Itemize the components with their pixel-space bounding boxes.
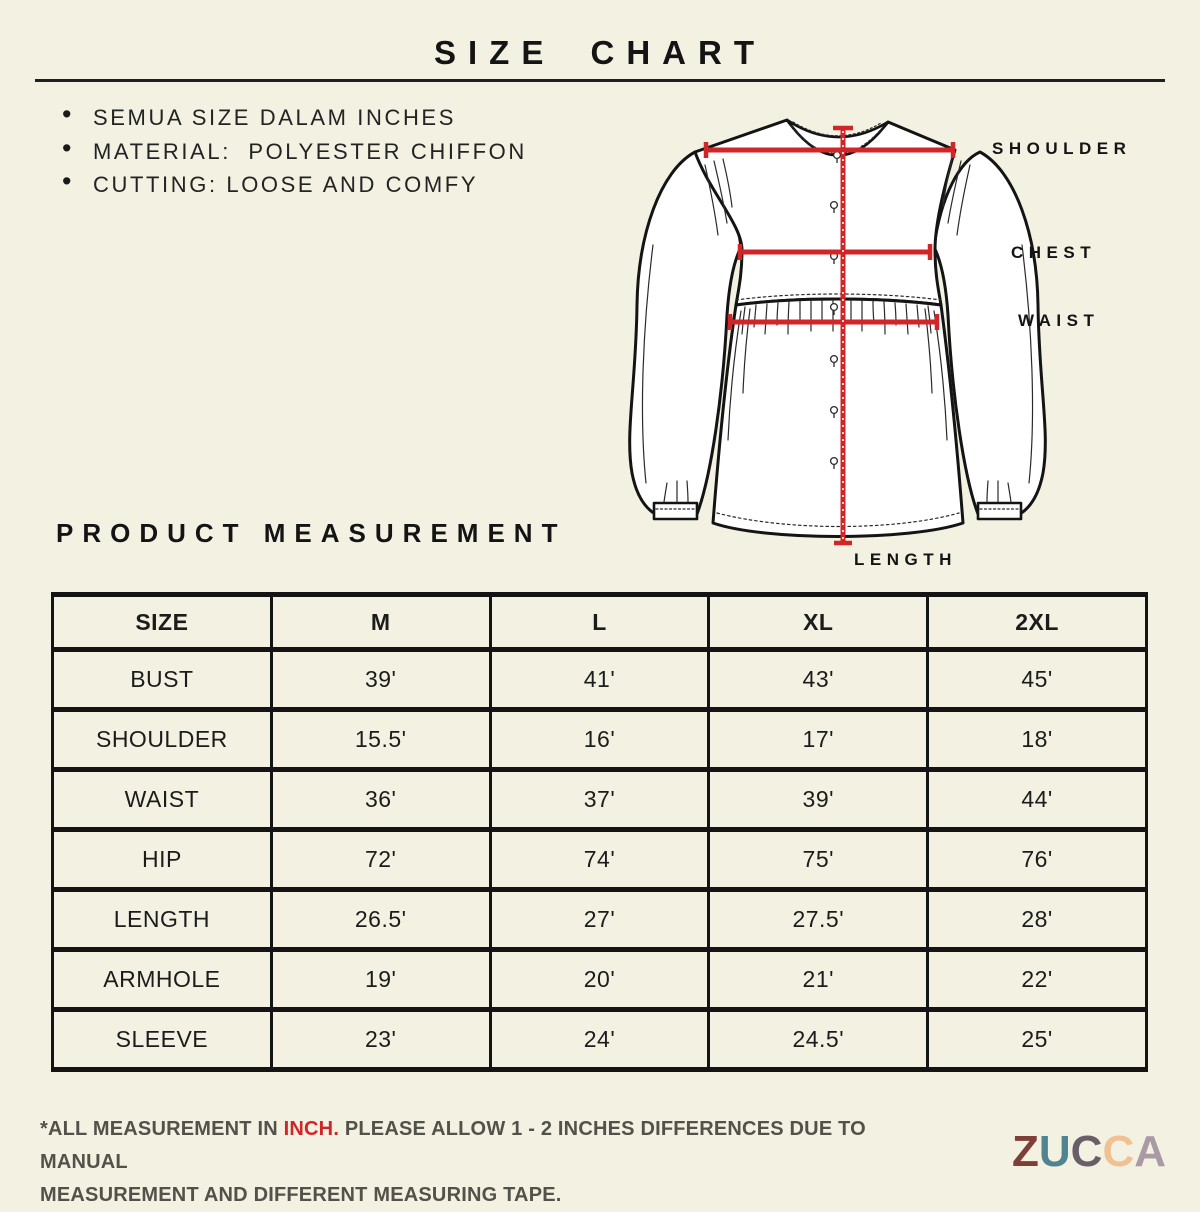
note-text: MATERIAL: POLYESTER CHIFFON <box>93 138 527 164</box>
measurement-cell: 16' <box>490 710 709 770</box>
right-cuff <box>978 503 1021 519</box>
row-label: ARMHOLE <box>53 950 272 1010</box>
note-item <box>62 101 527 135</box>
left-cuff <box>654 503 697 519</box>
measurement-cell: 18' <box>928 710 1147 770</box>
column-header-m: M <box>271 595 490 650</box>
note-item <box>62 132 527 169</box>
measurement-cell: 44' <box>928 770 1147 830</box>
measurement-cell: 24' <box>490 1010 709 1070</box>
section-heading: PRODUCT MEASUREMENT <box>56 518 567 548</box>
footer-note-highlight: INCH. <box>283 1118 340 1140</box>
notes-list <box>62 101 527 202</box>
bullet-icon: • <box>62 166 75 196</box>
row-label: WAIST <box>53 770 272 830</box>
page-title: SIZE CHART <box>434 34 766 71</box>
measurement-cell: 39' <box>709 770 928 830</box>
table-row <box>53 650 1147 710</box>
table-row <box>53 830 1147 890</box>
length-label: LENGTH <box>854 550 957 569</box>
column-header-l: L <box>490 595 709 650</box>
skirt <box>713 299 963 537</box>
footer-note-line2: MEASUREMENT AND DIFFERENT MEASURING TAPE. <box>40 1184 562 1206</box>
shoulder-label: SHOULDER <box>992 139 1132 158</box>
measurement-cell: 22' <box>928 950 1147 1010</box>
measurement-cell: 27' <box>490 890 709 950</box>
measurement-cell: 72' <box>271 830 490 890</box>
bullet-icon: • <box>62 99 75 129</box>
row-label: SHOULDER <box>53 710 272 770</box>
footer-note-line1: PLEASE ALLOW 1 - 2 INCHES DIFFERENCES DUE TO MANUAL <box>40 1118 866 1173</box>
measurement-cell: 26.5' <box>271 890 490 950</box>
chest-label: CHEST <box>1011 243 1097 262</box>
measurement-table <box>51 592 1148 1072</box>
measurement-cell: 36' <box>271 770 490 830</box>
brand-letter: Z <box>1012 1127 1039 1176</box>
brand-letter: A <box>1134 1127 1167 1176</box>
measurement-cell: 19' <box>271 950 490 1010</box>
measurement-cell: 43' <box>709 650 928 710</box>
measurement-cell: 37' <box>490 770 709 830</box>
table-header-row <box>53 595 1147 650</box>
table-row <box>53 950 1147 1010</box>
column-header-xl: XL <box>709 595 928 650</box>
column-header-size: SIZE <box>53 595 272 650</box>
measurement-cell: 76' <box>928 830 1147 890</box>
bullet-icon: • <box>62 132 75 163</box>
row-label: HIP <box>53 830 272 890</box>
row-label: BUST <box>53 650 272 710</box>
measurement-cell: 75' <box>709 830 928 890</box>
footer-note-prefix: *ALL MEASUREMENT IN <box>40 1118 284 1140</box>
measurement-cell: 27.5' <box>709 890 928 950</box>
note-text: CUTTING: LOOSE AND COMFY <box>93 172 479 197</box>
table-row <box>53 770 1147 830</box>
footer-note <box>40 1113 940 1212</box>
measurement-cell: 17' <box>709 710 928 770</box>
note-item <box>62 168 527 202</box>
title-divider <box>35 79 1165 82</box>
table-row <box>53 1010 1147 1070</box>
measurement-cell: 45' <box>928 650 1147 710</box>
measurement-cell: 15.5' <box>271 710 490 770</box>
row-label: SLEEVE <box>53 1010 272 1070</box>
measurement-cell: 24.5' <box>709 1010 928 1070</box>
measurement-cell: 21' <box>709 950 928 1010</box>
waist-label: WAIST <box>1018 311 1100 330</box>
measurement-cell: 41' <box>490 650 709 710</box>
brand-letter: C <box>1070 1127 1103 1176</box>
garment-illustration <box>615 95 1060 565</box>
column-header-2xl: 2XL <box>928 595 1147 650</box>
brand-logo <box>1012 1127 1166 1177</box>
table-row <box>53 890 1147 950</box>
measurement-cell: 39' <box>271 650 490 710</box>
table-row <box>53 710 1147 770</box>
measurement-cell: 28' <box>928 890 1147 950</box>
row-label: LENGTH <box>53 890 272 950</box>
note-text: SEMUA SIZE DALAM INCHES <box>93 105 456 130</box>
measurement-cell: 74' <box>490 830 709 890</box>
brand-letter: U <box>1038 1127 1071 1176</box>
measurement-cell: 25' <box>928 1010 1147 1070</box>
measurement-cell: 20' <box>490 950 709 1010</box>
brand-letter: C <box>1102 1127 1135 1176</box>
measurement-cell: 23' <box>271 1010 490 1070</box>
